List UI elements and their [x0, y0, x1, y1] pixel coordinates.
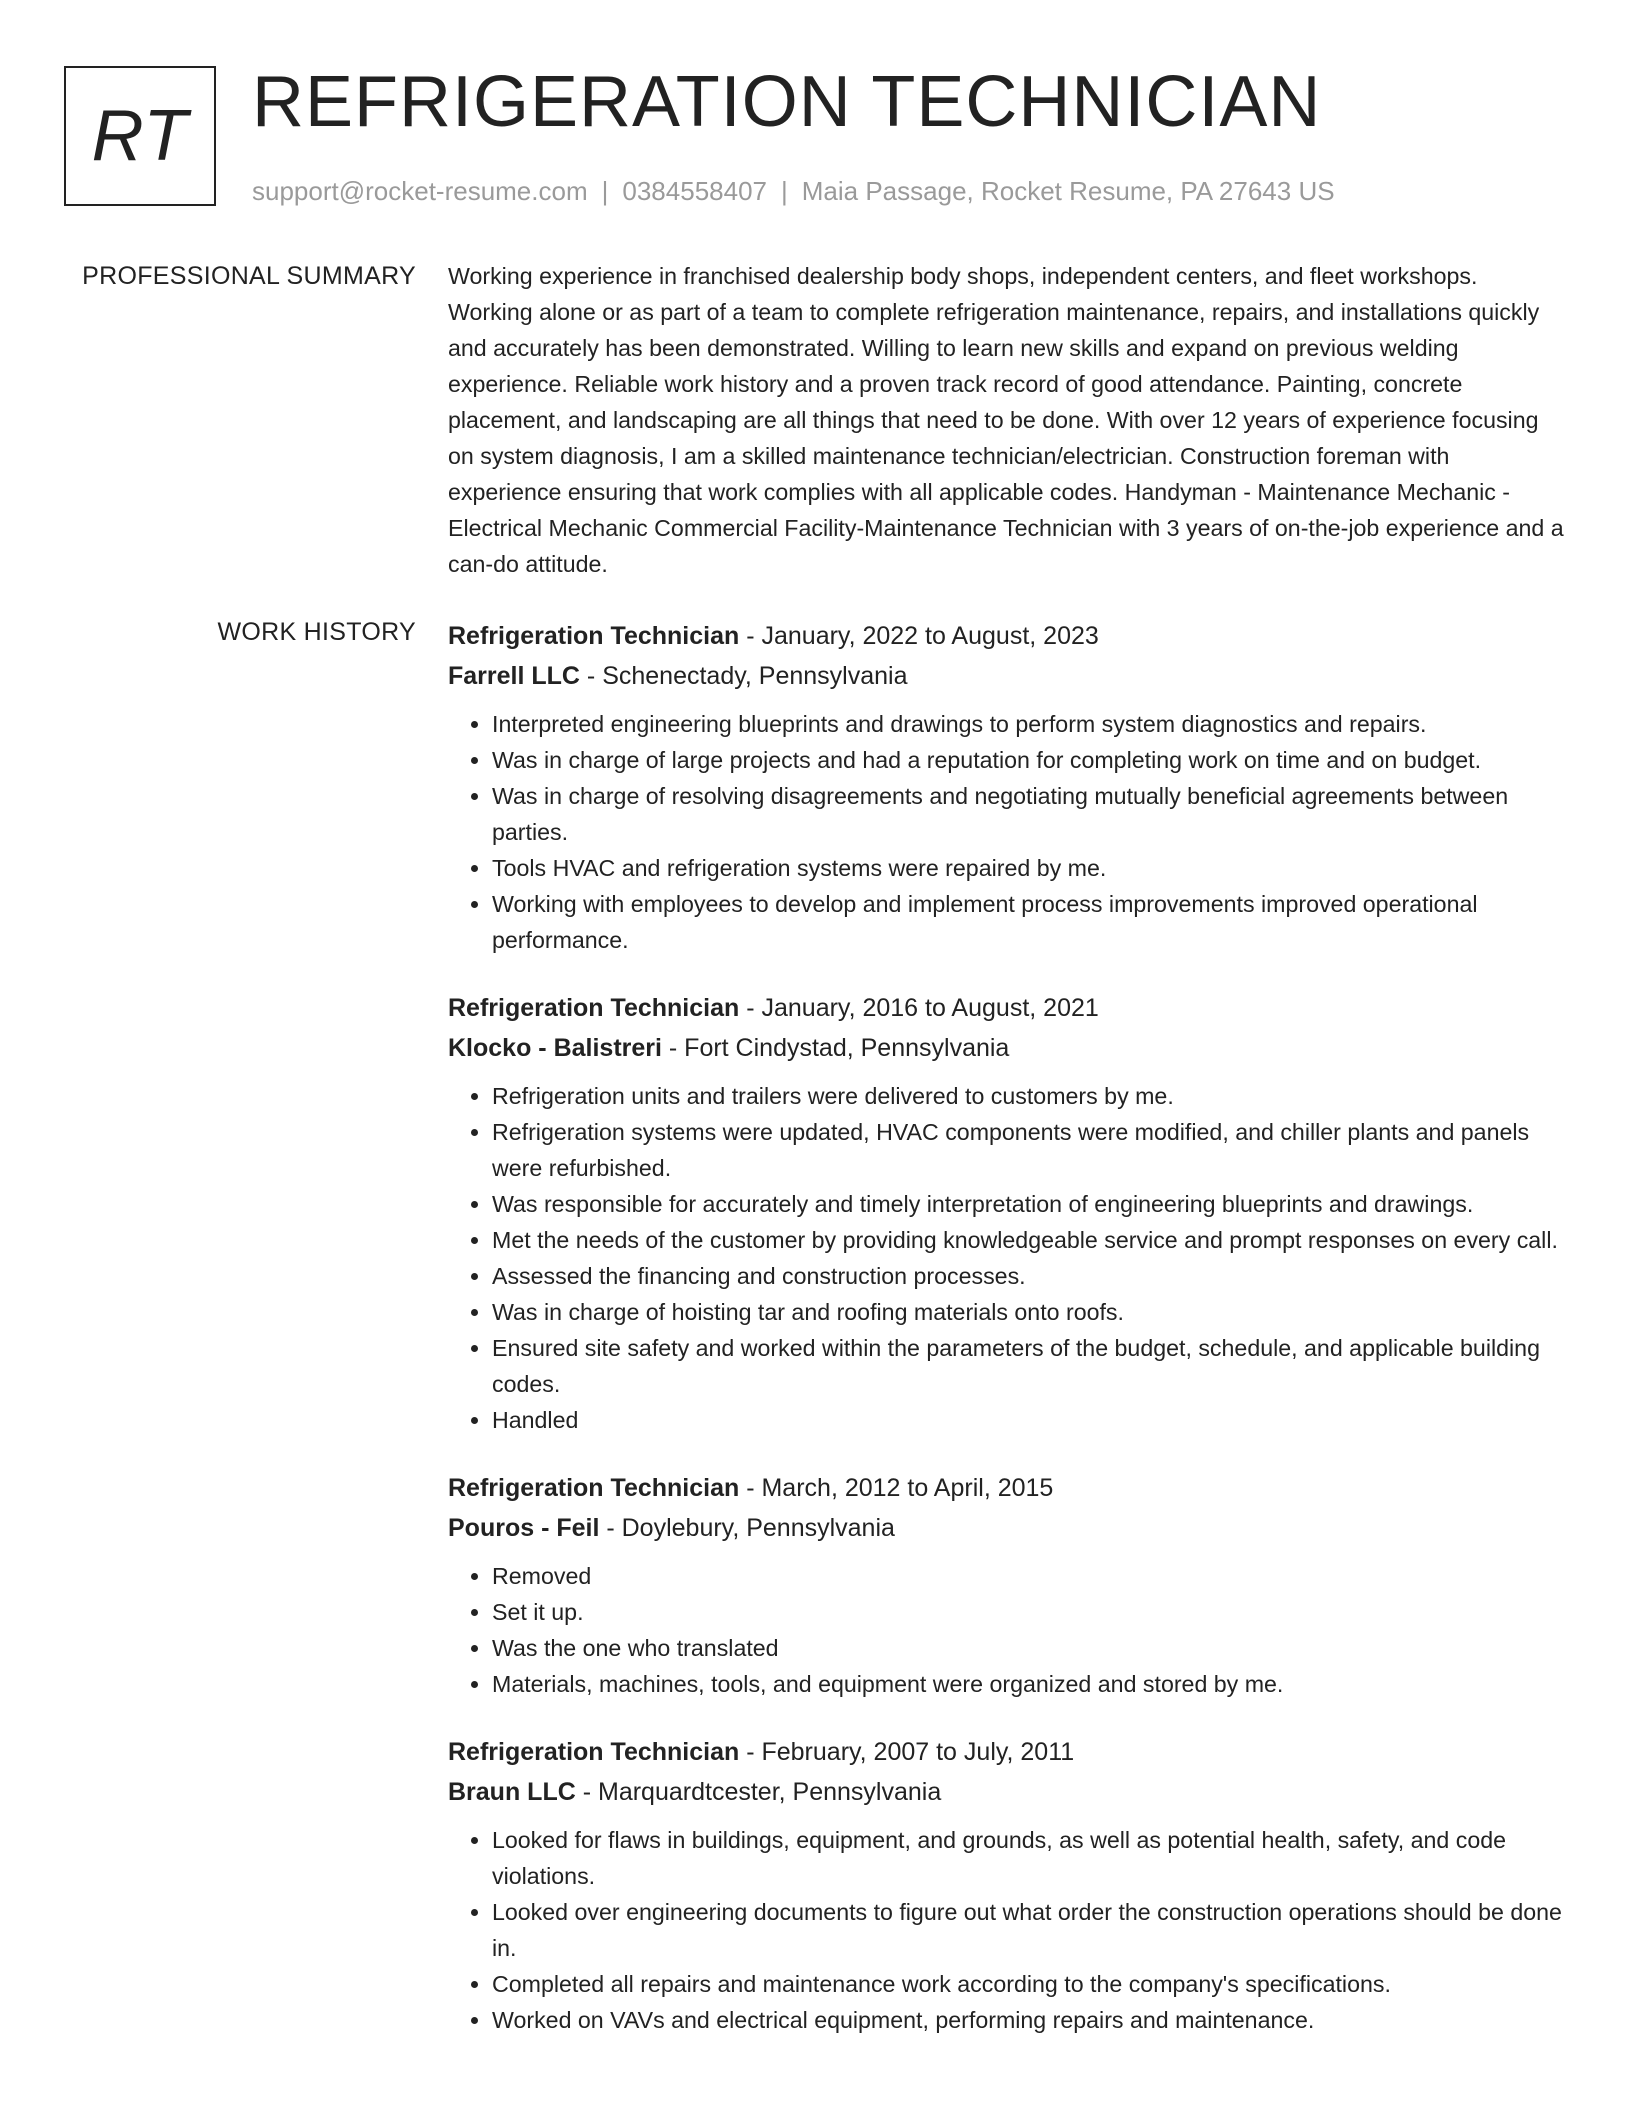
job-company-line — [448, 656, 1568, 696]
job-role: Refrigeration Technician — [448, 994, 740, 1022]
contact-address: Maia Passage, Rocket Resume, PA 27643 US — [801, 176, 1335, 206]
job-entry — [448, 988, 1568, 1438]
job-company: Braun LLC — [448, 1778, 576, 1806]
job-bullet-list — [448, 1078, 1568, 1438]
contact-line — [252, 176, 1564, 207]
job-bullet-item: • Looked for flaws in buildings, equipment, and grounds, as well as potential health, safety, and code violations. — [492, 1822, 1568, 1894]
section-heading-work-history: WORK HISTORY — [217, 618, 416, 646]
job-bullet-item: • Was in charge of large projects and had a reputation for completing work on time and on budget. — [492, 742, 1568, 778]
job-role-line — [448, 1732, 1568, 1772]
job-company-line — [448, 1028, 1568, 1068]
job-bullet-item: • Interpreted engineering blueprints and drawings to perform system diagnostics and repairs. — [492, 706, 1568, 742]
job-role-line — [448, 988, 1568, 1028]
job-bullet-item: • Worked on VAVs and electrical equipment, performing repairs and maintenance. — [492, 2002, 1568, 2038]
job-location: - Marquardtcester, Pennsylvania — [575, 1778, 942, 1806]
job-role: Refrigeration Technician — [448, 1474, 740, 1502]
job-bullet-item: • Removed — [492, 1558, 1568, 1594]
contact-separator: | — [781, 176, 788, 206]
work-history-body — [448, 616, 1568, 2068]
job-bullet-item: • Met the needs of the customer by providing knowledgeable service and prompt responses on every call. — [492, 1222, 1568, 1258]
job-dates: - January, 2016 to August, 2021 — [739, 994, 1099, 1022]
job-location: - Doylebury, Pennsylvania — [599, 1514, 895, 1542]
job-bullet-item: • Completed all repairs and maintenance work according to the company's specifications. — [492, 1966, 1568, 2002]
job-company: Farrell LLC — [448, 662, 580, 690]
job-bullet-item: • Assessed the financing and construction processes. — [492, 1258, 1568, 1294]
job-role: Refrigeration Technician — [448, 1738, 740, 1766]
title-block — [252, 62, 1564, 207]
job-company-line — [448, 1772, 1568, 1812]
job-company-line — [448, 1508, 1568, 1548]
job-company: Pouros - Feil — [448, 1514, 600, 1542]
job-bullet-item: • Handled — [492, 1402, 1568, 1438]
job-entry — [448, 616, 1568, 958]
job-bullet-list — [448, 706, 1568, 958]
job-bullet-item: • Was the one who translated — [492, 1630, 1568, 1666]
job-bullet-item: • Ensured site safety and worked within the parameters of the budget, schedule, and applicable building codes. — [492, 1330, 1568, 1402]
summary-text: Working experience in franchised dealership body shops, independent centers, and fleet workshops. Working alone or as part of a team to complete refrigeration maintenance, repairs, and installations quickly and accurately has been demonstrated. Willing to learn new skills and expand on previous welding experience. Reliable work history and a proven track record of good attendance. Painting, concrete placement, and landscaping are all things that need to be done. With over 12 years of experience focusing on system diagnosis, I am a skilled maintenance technician/electrician. Construction foreman with experience ensuring that work complies with all applicable codes. Handyman - Maintenance Mechanic - Electrical Mechanic Commercial Facility-Maintenance Technician with 3 years of on-the-job experience and a can-do attitude. — [448, 263, 1564, 577]
resume-header — [64, 62, 1564, 216]
job-bullet-list — [448, 1558, 1568, 1702]
job-bullet-item: • Was in charge of hoisting tar and roofing materials onto roofs. — [492, 1294, 1568, 1330]
job-entry — [448, 1468, 1568, 1702]
summary-body — [448, 258, 1568, 582]
job-role: Refrigeration Technician — [448, 622, 740, 650]
contact-phone[interactable]: 0384558407 — [622, 176, 767, 206]
job-bullet-item: • Working with employees to develop and implement process improvements improved operational performance. — [492, 886, 1568, 958]
job-location: - Schenectady, Pennsylvania — [579, 662, 908, 690]
job-bullet-item: • Was responsible for accurately and timely interpretation of engineering blueprints and drawings. — [492, 1186, 1568, 1222]
contact-separator: | — [601, 176, 609, 206]
job-dates: - February, 2007 to July, 2011 — [739, 1738, 1075, 1766]
monogram-badge: RT — [64, 66, 216, 206]
job-role-line — [448, 1468, 1568, 1508]
job-location: - Fort Cindystad, Pennsylvania — [661, 1034, 1010, 1062]
job-bullet-item: • Tools HVAC and refrigeration systems were repaired by me. — [492, 850, 1568, 886]
contact-email[interactable]: support@rocket-resume.com — [252, 176, 588, 206]
job-bullet-item: • Refrigeration systems were updated, HVAC components were modified, and chiller plants and panels were refurbished. — [492, 1114, 1568, 1186]
job-role-line — [448, 616, 1568, 656]
job-bullet-item: • Materials, machines, tools, and equipment were organized and stored by me. — [492, 1666, 1568, 1702]
job-dates: - March, 2012 to April, 2015 — [739, 1474, 1054, 1502]
section-heading-summary: PROFESSIONAL SUMMARY — [82, 262, 416, 290]
job-company: Klocko - Balistreri — [448, 1034, 662, 1062]
job-dates: - January, 2022 to August, 2023 — [739, 622, 1099, 650]
job-bullet-item: • Was in charge of resolving disagreements and negotiating mutually beneficial agreements between parties. — [492, 778, 1568, 850]
job-bullet-list — [448, 1822, 1568, 2038]
page-title: REFRIGERATION TECHNICIAN — [252, 62, 1322, 142]
job-bullet-item: • Looked over engineering documents to figure out what order the construction operations should be done in. — [492, 1894, 1568, 1966]
job-bullet-item: • Set it up. — [492, 1594, 1568, 1630]
job-bullet-item: • Refrigeration units and trailers were delivered to customers by me. — [492, 1078, 1568, 1114]
job-entry — [448, 1732, 1568, 2038]
